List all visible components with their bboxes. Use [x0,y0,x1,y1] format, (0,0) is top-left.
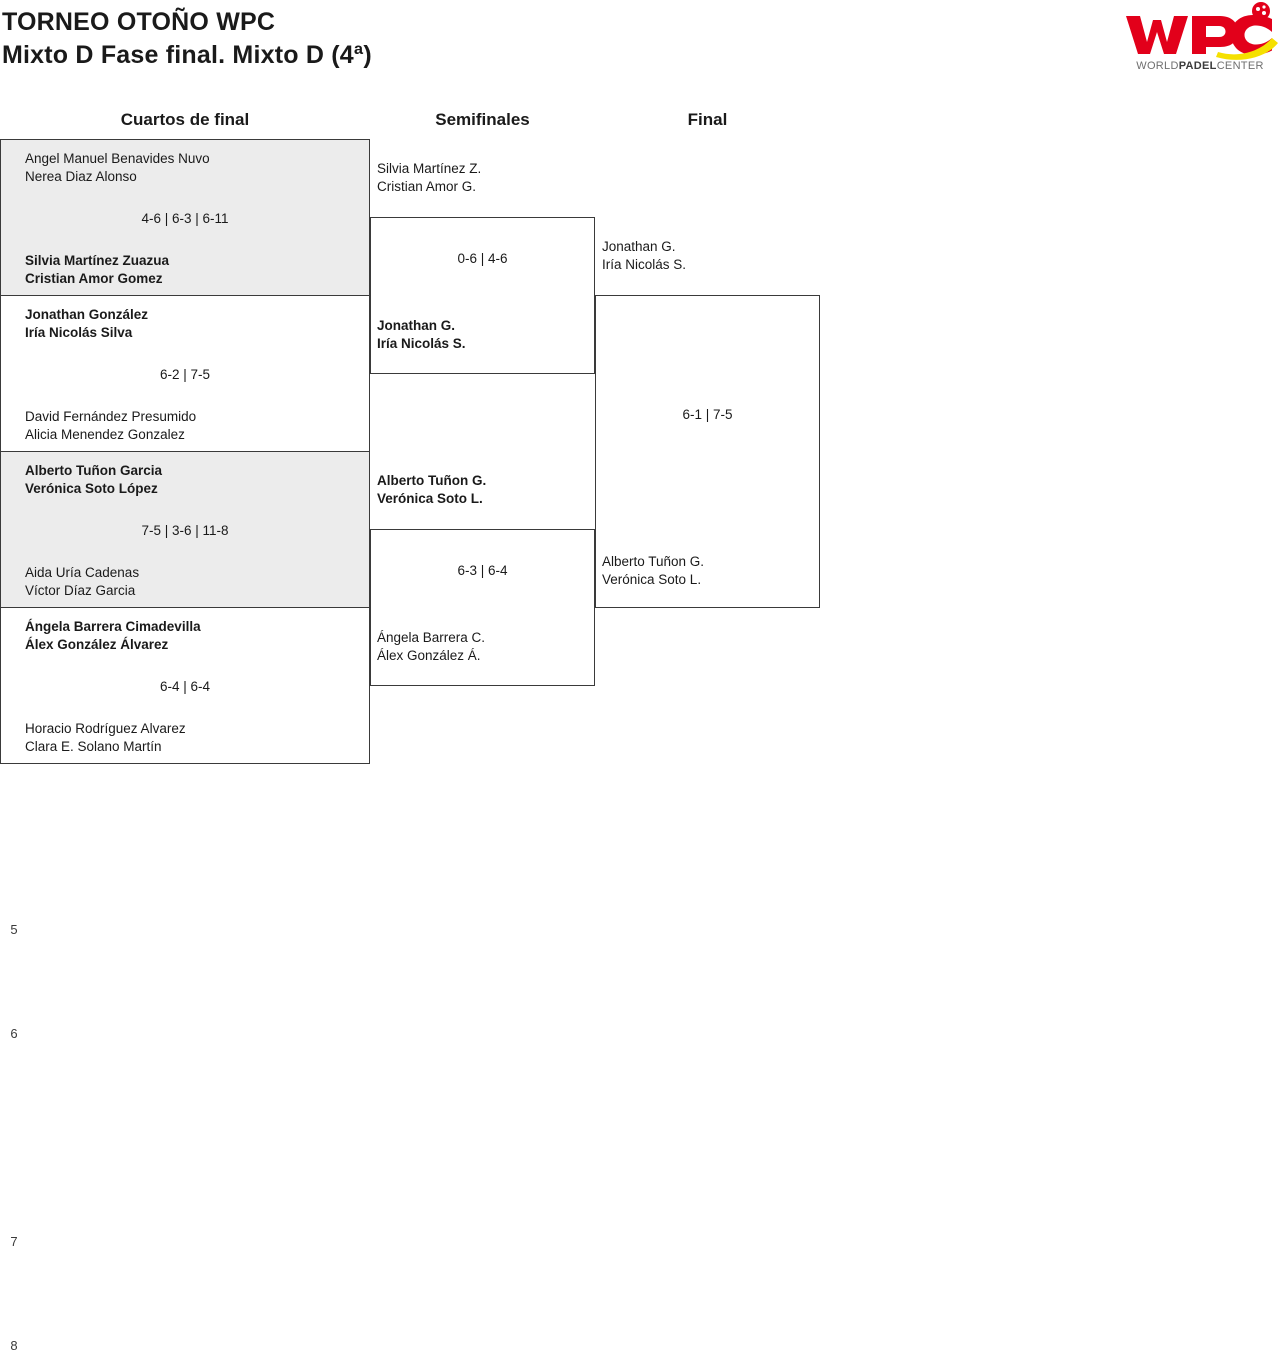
team-top [25,306,148,342]
round-heading-quarterfinals: Cuartos de final [120,110,250,129]
match-quarterfinal-1[interactable] [0,139,370,296]
player-1: Angel Manuel Benavides Nuvo [25,151,210,166]
seed-number: 8 [10,1338,18,1353]
player-1: Ángela Barrera C. [377,630,486,645]
player-2: Álex González Á. [377,648,481,663]
team-top [25,150,210,186]
wpc-logo-mark [1120,2,1280,60]
team-bottom [602,553,704,589]
player-2: Nerea Diaz Alonso [25,169,137,184]
team-bottom [25,720,186,756]
player-2: Clara E. Solano Martín [25,739,162,754]
match-score: 6-4 | 6-4 [159,679,211,694]
logo-tagline-padel: PADEL [1178,60,1217,72]
match-quarterfinal-2[interactable] [0,295,370,452]
team-bottom [25,564,139,600]
team-bottom [377,629,485,665]
page-title [2,6,372,72]
seed-number: 6 [10,1026,18,1041]
team-top [25,462,162,498]
player-2: Iría Nicolás S. [602,257,687,272]
match-score: 0-6 | 4-6 [457,251,508,266]
player-2: Cristian Amor G. [377,179,477,194]
match-score: 4-6 | 6-3 | 6-11 [141,211,229,226]
match-score: 6-3 | 6-4 [457,563,508,578]
team-top [377,160,481,196]
player-2: Verónica Soto L. [377,491,483,506]
player-2: Iría Nicolás S. [377,336,466,351]
seed-number: 7 [10,1234,18,1249]
player-1: Alberto Tuñon G. [377,473,487,488]
player-1: Silvia Martínez Z. [377,161,482,176]
tournament-phase: Mixto D Fase final. Mixto D (4ª) [2,41,372,69]
player-2: Alicia Menendez Gonzalez [25,427,185,442]
logo-tagline-center: CENTER [1216,60,1264,72]
player-1: Jonathan González [25,307,149,322]
player-1: Alberto Tuñon G. [602,554,705,569]
team-top [25,618,201,654]
team-bottom [25,252,169,288]
team-bottom [25,408,196,444]
player-1: Aida Uría Cadenas [25,565,140,580]
seed-number: 5 [10,922,18,937]
team-top [377,472,486,508]
player-1: Jonathan G. [377,318,456,333]
round-heading-semifinals: Semifinales [435,110,530,129]
wpc-logo-svg [1120,2,1280,60]
match-score: 7-5 | 3-6 | 11-8 [141,523,229,538]
tournament-name: TORNEO OTOÑO WPC [2,8,276,36]
player-2: Verónica Soto L. [602,572,702,587]
player-1: Horacio Rodríguez Alvarez [25,721,186,736]
match-final[interactable] [595,239,820,608]
page-header [0,0,1280,96]
player-2: Víctor Díaz Garcia [25,583,136,598]
match-semifinal-2[interactable] [370,473,595,686]
player-2: Álex González Álvarez [25,637,169,652]
match-semifinal-1[interactable] [370,161,595,374]
logo-tagline-world: WORLD [1136,60,1179,72]
player-2: Iría Nicolás Silva [25,325,133,340]
player-2: Verónica Soto López [25,481,158,496]
player-1: Alberto Tuñon Garcia [25,463,163,478]
player-1: Jonathan G. [602,239,676,254]
team-top [602,238,686,274]
wpc-logo-tagline [1120,60,1280,72]
match-score: 6-2 | 7-5 [159,367,211,382]
player-1: David Fernández Presumido [25,409,197,424]
round-heading-final: Final [687,110,728,129]
player-1: Ángela Barrera Cimadevilla [25,619,201,634]
player-2: Cristian Amor Gomez [25,271,163,286]
player-1: Silvia Martínez Zuazua [25,253,170,268]
match-quarterfinal-4[interactable] [0,607,370,1353]
team-bottom [377,317,466,353]
match-score: 6-1 | 7-5 [682,407,733,422]
wpc-logo [1120,2,1280,80]
